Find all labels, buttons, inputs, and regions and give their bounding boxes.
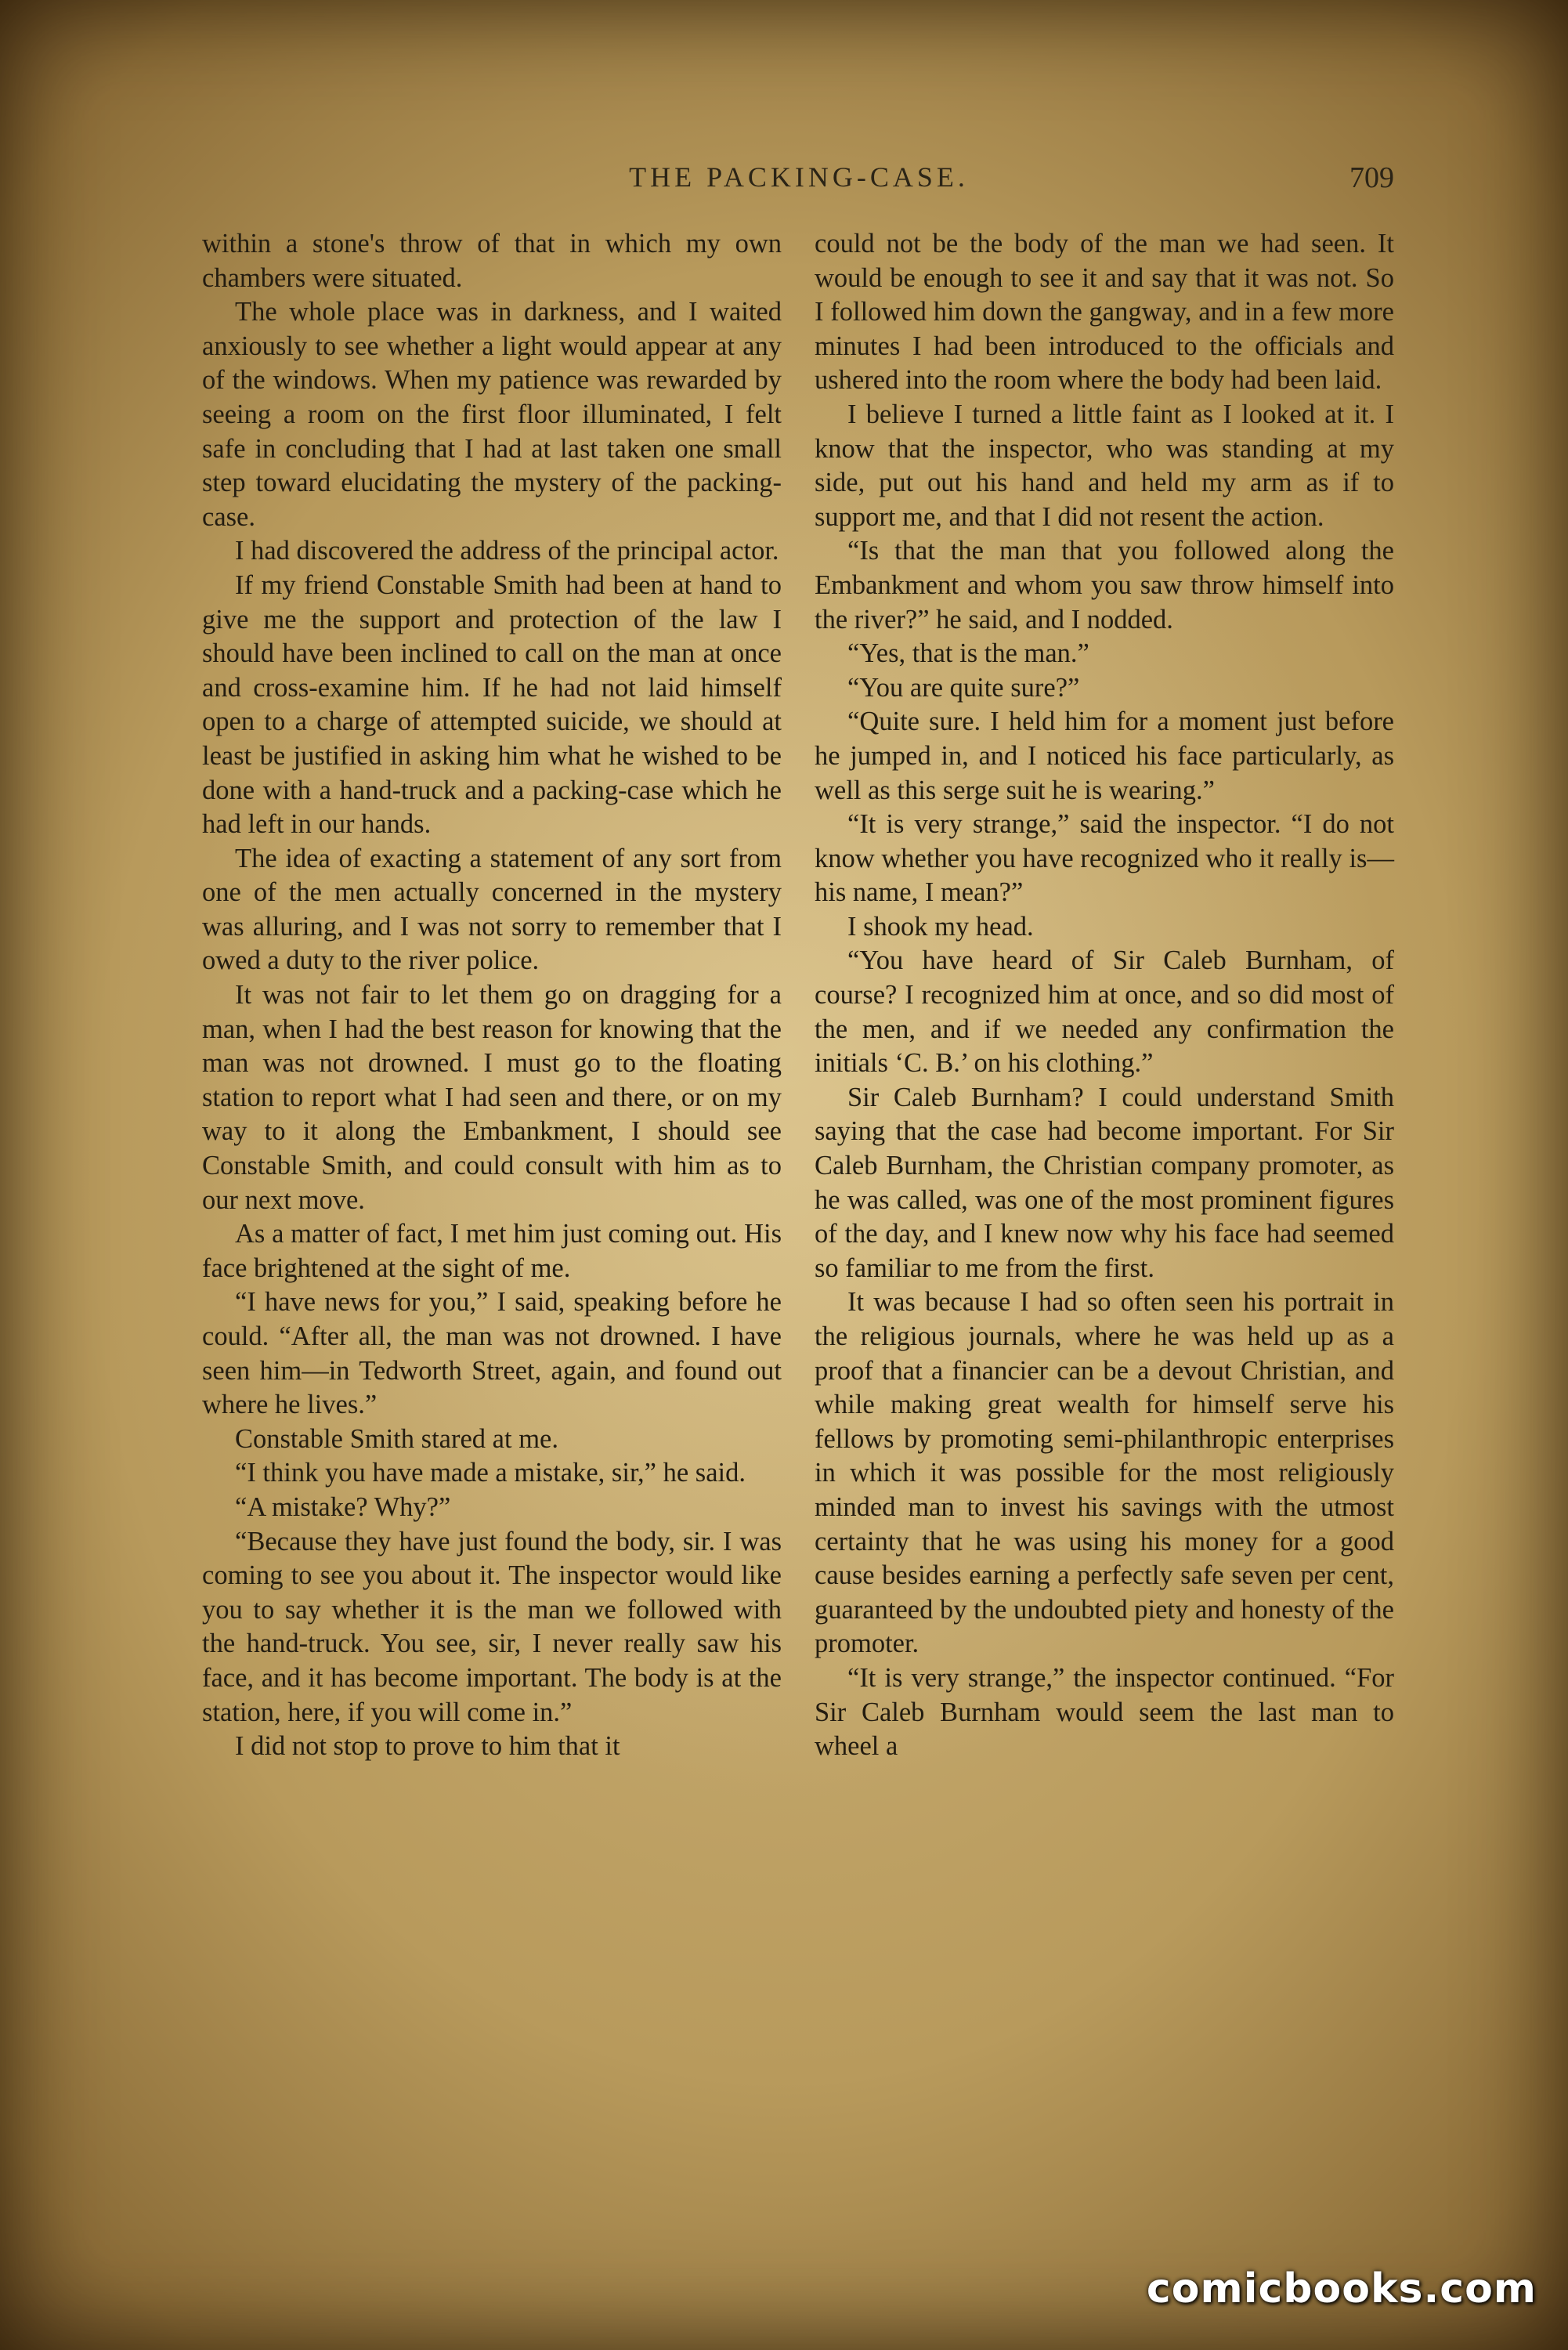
paragraph: “I have news for you,” I said, speaking before he could. “After all, the man was not drowned. I have seen him—in Tedworth Street, again, and found out where he lives.” [202, 1287, 782, 1420]
paragraph: The idea of exacting a statement of any sort from one of the men actually concerned in the mystery was alluring, and I was not sorry to remember that I owed a duty to the river police. [202, 843, 782, 976]
paragraph: “It is very strange,” the inspector continued. “For Sir Caleb Burnham would seem the last man to wheel a [815, 1662, 1394, 1762]
paragraph: I shook my head. [847, 911, 1034, 942]
paragraph: I had discovered the address of the principal actor. [235, 536, 779, 566]
site-watermark: comicbooks.com [1146, 2265, 1537, 2312]
running-title: THE PACKING-CASE. [629, 161, 969, 193]
right-column [815, 227, 1394, 1764]
paragraph: “Yes, that is the man.” [847, 638, 1089, 669]
paragraph: within a stone's throw of that in which my own chambers were situated. [202, 229, 782, 293]
paragraph: It was because I had so often seen his portrait in the religious journals, where he was held up as a proof that a financier can be a devout Christian, and while making great wealth for himself serve his fellows by promoting semi-philanthropic enterprises in which it was possible for the most religiously minded man to invest his savings with the utmost certainty that he was using his money for a good cause besides earning a perfectly safe seven per cent, guaranteed by the undoubted piety and honesty of the promoter. [815, 1287, 1394, 1659]
left-column [202, 227, 782, 1764]
paragraph: “You are quite sure?” [847, 672, 1080, 703]
paragraph: “Because they have just found the body, sir. I was coming to see you about it. The inspector would like you to say whether it is the man we followed with the hand-truck. You see, sir, I never really saw his face, and it has become important. The body is at the station, here, if you will come in.” [202, 1526, 782, 1727]
page-number: 709 [1349, 161, 1394, 194]
paragraph: The whole place was in darkness, and I waited anxiously to see whether a light would appear at any of the windows. When my patience was rewarded by seeing a room on the first floor illuminated, I felt safe in concluding that I had at last taken one small step toward elucidating the mystery of the packing-case. [202, 297, 782, 532]
paragraph: “Quite sure. I held him for a moment just before he jumped in, and I noticed his face particularly, as well as this serge suit he is wearing.” [815, 707, 1394, 805]
paragraph: could not be the body of the man we had seen. It would be enough to see it and say that it was not. So I followed him down the gangway, and in a few more minutes I had been introduced to the officials and ushered into the room where the body had been laid. [815, 229, 1394, 396]
paragraph: If my friend Constable Smith had been at hand to give me the support and protection of the law I should have been inclined to call on the man at once and cross-examine him. If he had not laid himself open to a charge of attempted suicide, we should at least be justified in asking him what he wished to be done with a hand-truck and a packing-case which he had left in our hands. [202, 569, 782, 840]
page-header [204, 161, 1394, 208]
paragraph: “It is very strange,” said the inspector. “I do not know whether you have recognized who it really is—his name, I mean?” [815, 809, 1394, 908]
paragraph: I did not stop to prove to him that it [235, 1731, 620, 1762]
paragraph: Sir Caleb Burnham? I could understand Smith saying that the case had become important. For Sir Caleb Burnham, the Christian company promoter, as he was called, was one of the most prominent figures of the day, and I knew now why his face had seemed so familiar to me from the first. [815, 1082, 1394, 1283]
paragraph: Constable Smith stared at me. [235, 1423, 558, 1454]
paragraph: As a matter of fact, I met him just coming out. His face brightened at the sight of me. [202, 1219, 782, 1283]
paragraph: I believe I turned a little faint as I looked at it. I know that the inspector, who was standing at my side, put out his hand and held my arm as if to support me, and that I did not resent the action. [815, 399, 1394, 532]
paragraph: “You have heard of Sir Caleb Burnham, of course? I recognized him at once, and so did most of the men, and if we needed any confirmation the initials ‘C. B.’ on his clothing.” [815, 945, 1394, 1079]
paragraph: “A mistake? Why?” [235, 1491, 451, 1522]
paragraph: “Is that the man that you followed along the Embankment and whom you saw throw himself into the river?” he said, and I nodded. [815, 536, 1394, 634]
paragraph: It was not fair to let them go on dragging for a man, when I had the best reason for knowing that the man was not drowned. I must go to the floating station to report what I had seen and there, or on my way to it along the Embankment, I should see Constable Smith, and could consult with him as to our next move. [202, 980, 782, 1215]
paragraph: “I think you have made a mistake, sir,” he said. [235, 1458, 746, 1488]
